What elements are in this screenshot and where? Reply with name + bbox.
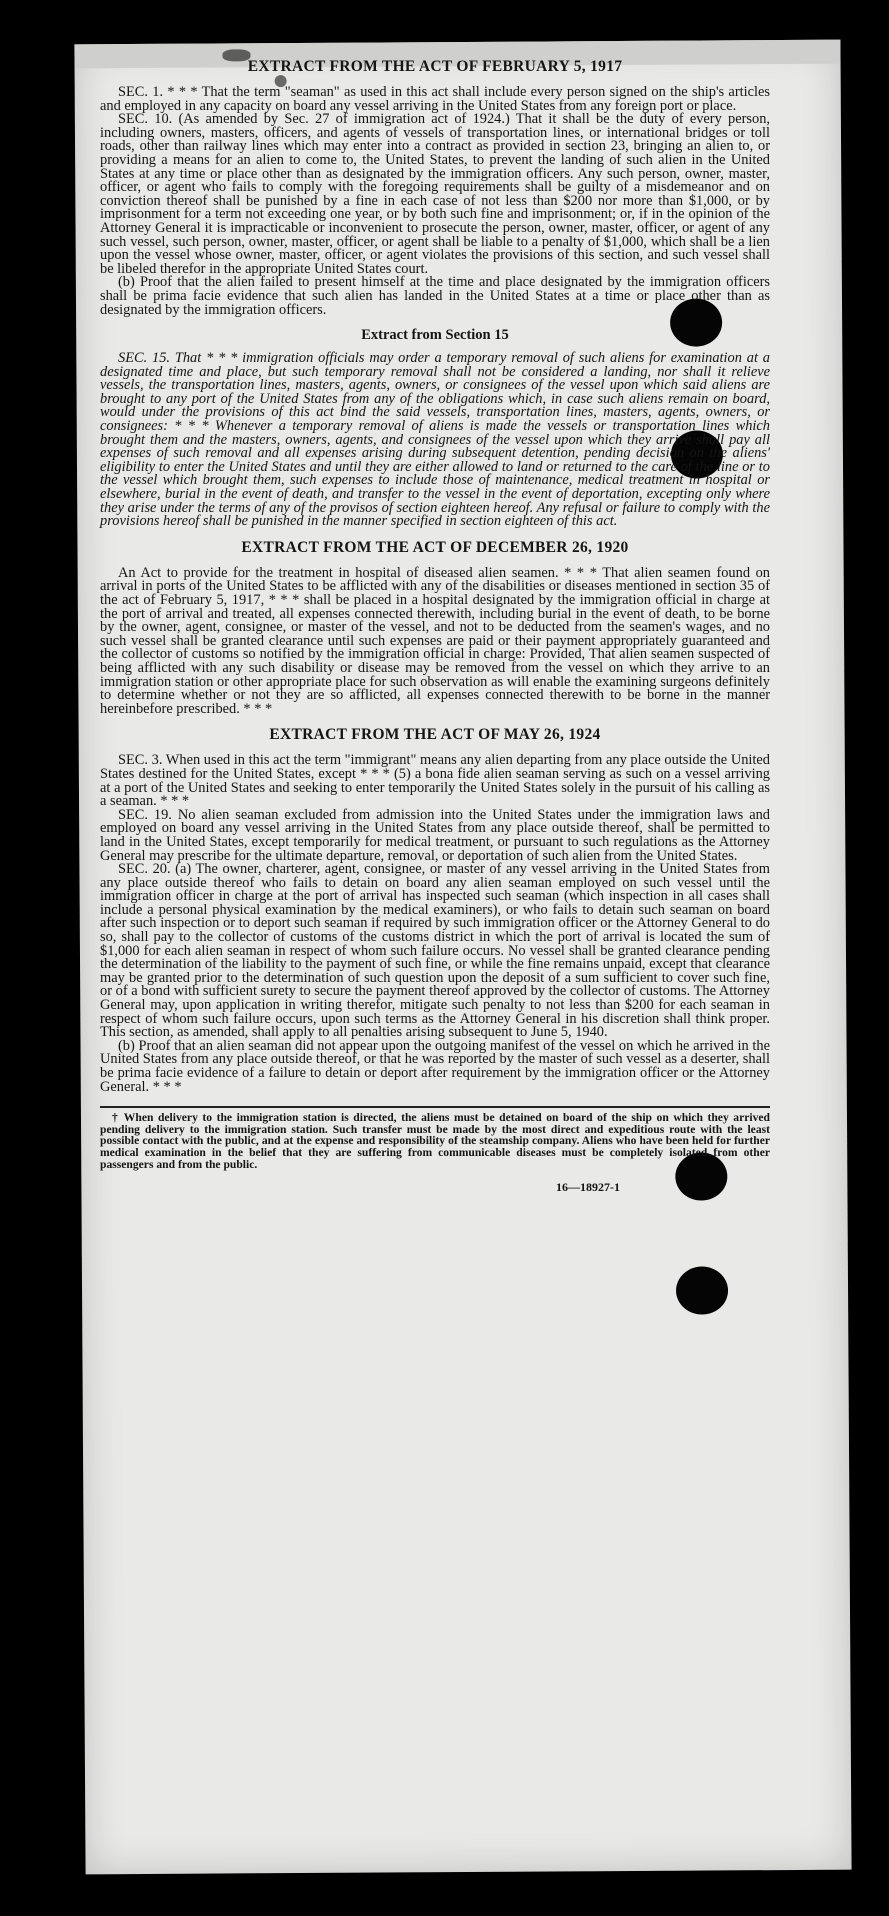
section-act-1924	[100, 726, 770, 1094]
paragraph: SEC. 20. (a) The owner, charterer, agent, consignee, or master of any vessel arriving in the United States from any place outside thereof who fails to detain on board any alien seaman employed on such vessel until the immigration officer in charge at the port of arrival has inspected such seaman (which inspection in all cases shall include a personal physical examination by the medical examiners), or who fails to detain such seaman on board after such inspection or to deport such seaman if required by such immigration officer or the Attorney General to do so, shall pay to the collector of customs of the customs district in which the port of arrival is located the sum of $1,000 for each alien seaman in respect of whom such failure occurs. No vessel shall be granted clearance pending the determination of the liability to the payment of such fine, or while the fine remains unpaid, except that clearance may be granted prior to the determination of such question upon the deposit of a sum sufficient to cover such fine, or of a bond with sufficient surety to secure the payment thereof approved by the collector of customs. The Attorney General may, upon application in writing therefor, mitigate such penalty to not less than $200 for each seaman in respect of whom such failure occurs, upon such terms as the Attorney General in his discretion shall think proper. This section, as amended, shall apply to all penalties arising subsequent to June 5, 1940.	[100, 861, 770, 1041]
paragraph: (b) Proof that an alien seaman did not appear upon the outgoing manifest of the vessel on which he arrived in the United States from any place outside thereof, or that he was reported by the master of such vessel as a deserter, shall be prima facie evidence of a failure to detain or deport after requirement by the immigration officer or the Attorney General. * * *	[100, 1037, 770, 1095]
paragraph: SEC. 10. (As amended by Sec. 27 of immigration act of 1924.) That it shall be the duty of every person, including owners, masters, officers, and agents of vessels of transportation lines, or international bridges or toll roads, other than railway lines which may enter into a contract as provided in section 23, bringing an alien to, or providing a means for an alien to come to, the United States, to prevent the landing of such alien in the United States at any time or place other than as designated by the immigration officers. Any such person, owner, master, officer, or agent who fails to comply with the foregoing requirements shall be guilty of a misdemeanor and on conviction thereof shall be punished by a fine in each case of not less than $200 nor more than $1,000, or by imprisonment for a term not exceeding one year, or by both such fine and imprisonment; or, if in the opinion of the Attorney General it is impracticable or inconvenient to prosecute the person, owner, master, officer, or agent of any such vessel, such person, owner, master, officer, or agent shall be liable to a penalty of $1,000, which shall be a lien upon the vessel whose owner, master, officer, or agent violates the provisions of this section, and such vessel shall be libeled therefor in the appropriate United States court.	[100, 111, 770, 277]
punch-hole	[676, 1266, 728, 1314]
section-heading: Extract from Section 15	[361, 327, 509, 344]
section-heading: EXTRACT FROM THE ACT OF DECEMBER 26, 1920	[241, 538, 629, 556]
section-extract-15	[100, 327, 770, 529]
section-heading: EXTRACT FROM THE ACT OF FEBRUARY 5, 1917	[247, 58, 623, 75]
section-heading: EXTRACT FROM THE ACT OF MAY 26, 1924	[269, 726, 601, 744]
footnote	[100, 1106, 770, 1170]
section-act-1917	[100, 58, 770, 317]
paragraph: SEC. 3. When used in this act the term "immigrant" means any alien departing from any place outside the United States destined for the United States, except * * * (5) a bona fide alien seaman serving as such on a vessel arriving at a port of the United States and seeking to enter temporarily the United States solely in the pursuit of his calling as a seaman. * * *	[100, 752, 770, 810]
form-number: 16—18927-1	[556, 1180, 620, 1195]
paragraph: SEC. 15. That * * * immigration officials may order a temporary removal of such aliens for examination at a designated time and place, but such temporary removal shall not be considered a landing, nor shall it relieve vessels, the transportation lines, masters, agents, owners, or consignees of the vessel upon which said aliens are brought to any port of the United States from any of the obligations which, in case such aliens remain on board, would under the provisions of this act bind the said vessels, transportation lines, masters, agents, owners, or consignees: * * * Whenever a temporary removal of aliens is made the vessels or transportation lines which brought them and the masters, owners, agents, and consignees of the vessel upon which they arrive shall pay all expenses of such removal and all expenses arising during subsequent detention, pending decision on the aliens' eligibility to enter the United States and until they are either allowed to land or returned to the care of the line or to the vessel which brought them, such expenses to include those of maintenance, medical treatment in hospital or elsewhere, burial in the event of death, and transfer to the vessel in the event of deportation, excepting only where they arise under the terms of any of the provisos of section eighteen hereof. Any refusal or failure to comply with the provisions hereof shall be punished in the manner specified in section eighteen of this act.	[100, 350, 770, 530]
paragraph: An Act to provide for the treatment in hospital of diseased alien seamen. * * * That alien seamen found on arrival in ports of the United States to be afflicted with any of the disabilities or diseases mentioned in section 35 of the act of February 5, 1917, * * * shall be placed in a hospital designated by the immigration official in charge at the port of arrival and treated, all expenses connected therewith, including burial in the event of death, to be borne by the owner, agent, consignee, or master of the vessel, and not to be deducted from the seamen's wages, and no such vessel shall be granted clearance until such expenses are paid or their payment appropriately guaranteed and the collector of customs so notified by the immigration official in charge: Provided, That alien seamen suspected of being afflicted with any such disability or disease may be removed from the vessel on which they arrive to an immigration station or other appropriate place for such observation as will enable the examining surgeons definitely to determine whether or not they are so afflicted, all expenses connected therewith to be borne in the manner hereinbefore prescribed. * * *	[100, 564, 770, 717]
paragraph: SEC. 1. * * * That the term "seaman" as used in this act shall include every person signed on the ship's articles and employed in any capacity on board any vessel arriving in the United States from any foreign port or place.	[100, 84, 770, 114]
footnote-text: † When delivery to the immigration station is directed, the aliens must be detained on board of the ship on which they arrived pending delivery to the immigration station. Such transfer must be made by the most direct and expeditious route with the least possible contact with the public, and at the expense and responsibility of the steamship company. Aliens who have been held for further medical examination in the belief that they are suffering from communicable diseases must be completely isolated from other passengers and from the public.	[100, 1111, 770, 1171]
paragraph: SEC. 19. No alien seaman excluded from admission into the United States under the immigration laws and employed on board any vessel arriving in the United States from any place outside thereof, shall be permitted to land in the United States, except temporarily for medical treatment, or pursuant to such regulations as the Attorney General may prescribe for the ultimate departure, removal, or deportation of such alien from the United States.	[100, 806, 770, 864]
document-text	[100, 58, 770, 1195]
section-act-1920	[100, 539, 770, 717]
paragraph: (b) Proof that the alien failed to present himself at the time and place designated by the immigration officers shall be prima facie evidence that such alien has landed in the United States at a time or place other than as designated by the immigration officers.	[100, 274, 770, 318]
